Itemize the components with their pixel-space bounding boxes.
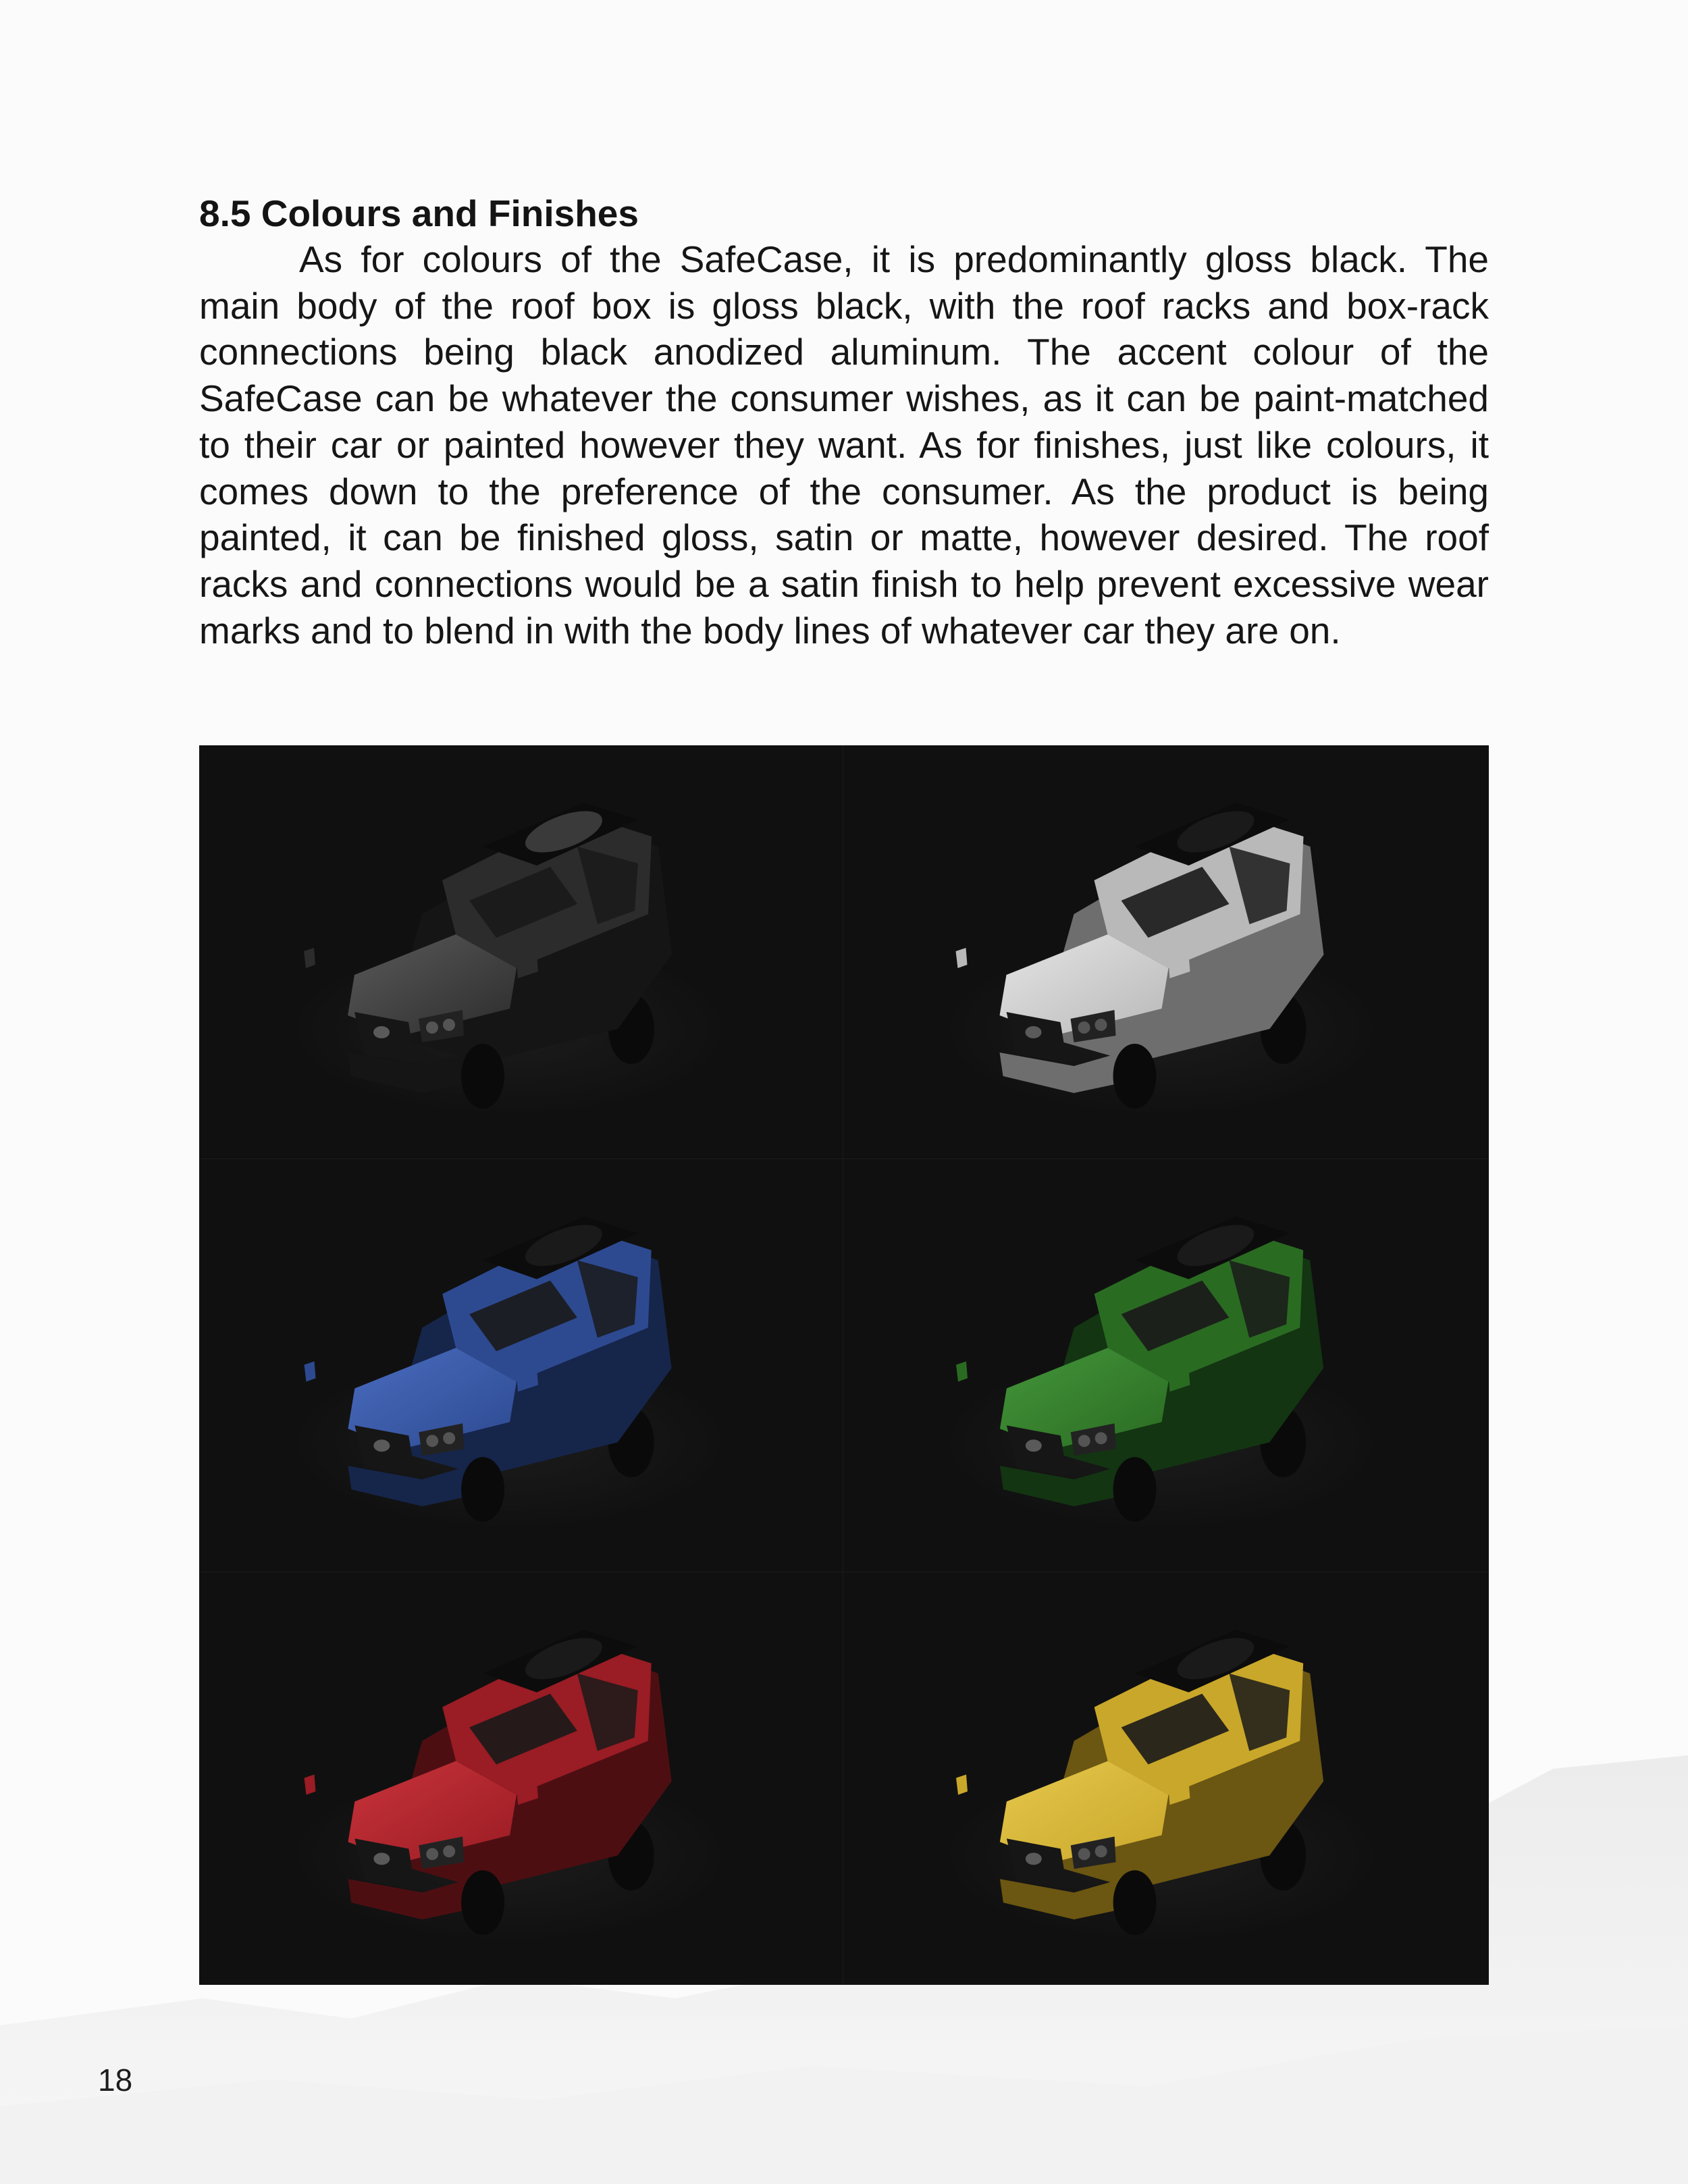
section-paragraph: As for colours of the SafeCase, it is predominantly gloss black. The main body of the roof box is gloss black, with the roof racks and box-rack connections being black anodized aluminum. The accent colour of the SafeCase can be whatever the consumer wishes, as it can be paint-matched to their car or painted however they want. As for finishes, just like colours, it comes down to the preference of the consumer. As the product is being painted, it can be finished gloss, satin or matte, however desired. The roof racks and connections would be a satin finish to help prevent excessive wear marks and to blend in with the body lines of whatever car they are on. (199, 238, 1489, 651)
render-blue-suv (199, 1158, 843, 1572)
suv-illustration (199, 1572, 843, 1985)
render-red-suv (199, 1572, 843, 1985)
render-green-suv (843, 1158, 1489, 1572)
render-silver-suv (843, 745, 1489, 1158)
page-number: 18 (98, 2062, 133, 2098)
render-black-suv (199, 745, 843, 1158)
suv-illustration (843, 745, 1489, 1158)
suv-illustration (199, 745, 843, 1158)
suv-illustration (843, 1159, 1489, 1572)
color-render-grid (199, 745, 1489, 1985)
section-heading: 8.5 Colours and Finishes (199, 192, 639, 234)
render-yellow-suv (843, 1572, 1489, 1985)
suv-illustration (843, 1572, 1489, 1985)
suv-illustration (199, 1159, 843, 1572)
